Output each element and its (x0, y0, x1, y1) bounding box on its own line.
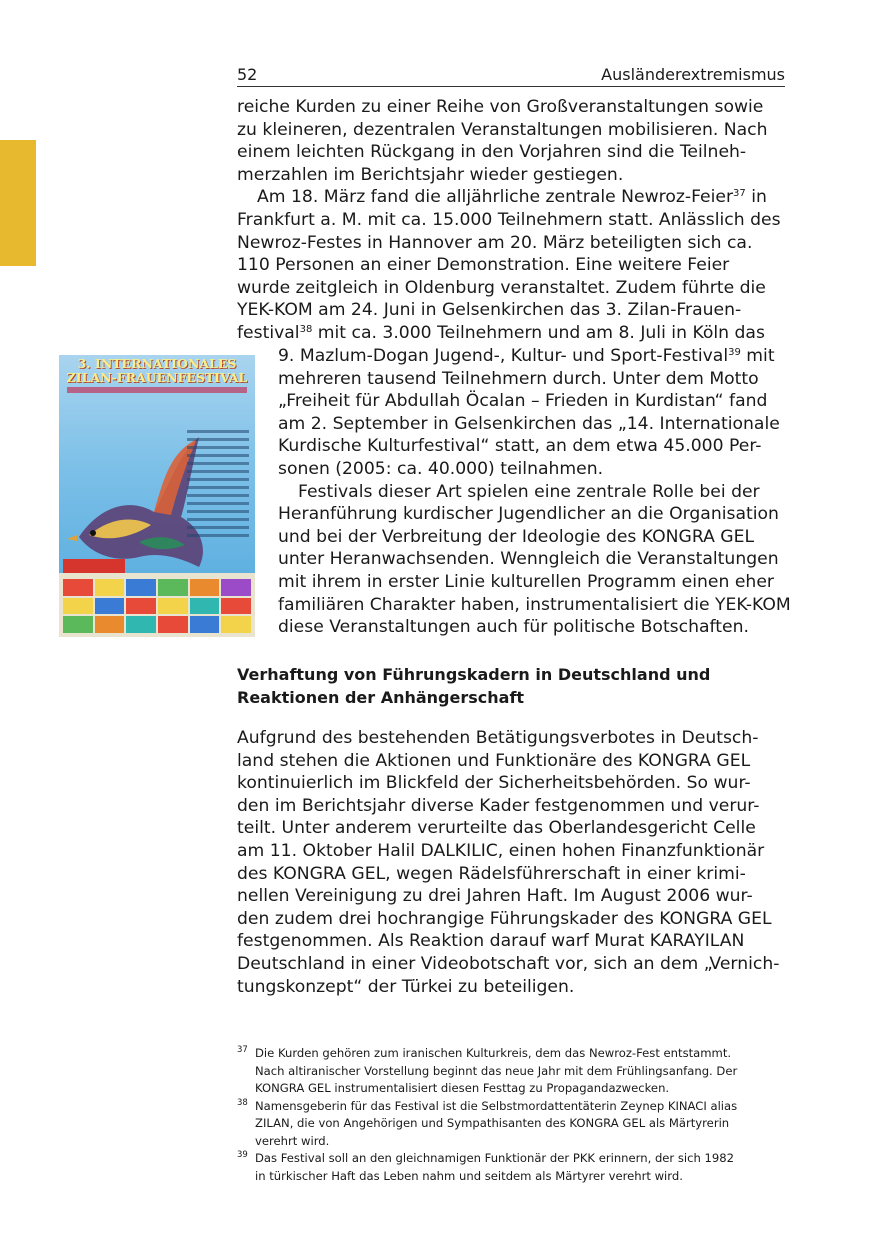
footnote-38 (237, 1098, 785, 1151)
section-title: Ausländerextremismus (601, 65, 785, 84)
text-line: Newroz-Festes in Hannover am 20. März beteiligten sich ca. (237, 232, 753, 253)
text-span: 9. Mazlum-Dogan Jugend-, Kultur- und Sport-Festival (278, 346, 729, 366)
text-line: familiären Charakter haben, instrumentalisiert die YEK-KOM (278, 594, 791, 615)
text-line: Deutschland in einer Videobotschaft vor, sich an dem „Vernich- (237, 953, 780, 974)
text-line: Frankfurt a. M. mit ca. 15.000 Teilnehmern statt. Anlässlich des (237, 209, 781, 230)
text-line: teilt. Unter anderem verurteilte das Oberlandesgericht Celle (237, 818, 756, 839)
festival-poster-image (59, 355, 255, 637)
text-line: diese Veranstaltungen auch für politische Botschaften. (278, 617, 749, 638)
text-line: YEK-KOM am 24. Juni in Gelsenkirchen das 3. Zilan-Frauen- (237, 300, 742, 321)
text-line (278, 345, 793, 368)
text-line: mehreren tausend Teilnehmern durch. Unter dem Motto (278, 368, 759, 389)
footnote-37 (237, 1045, 785, 1098)
footnote-line: verehrt wird. (255, 1133, 330, 1148)
poster-title-line: ZILAN-FRAUENFESTIVAL (66, 370, 248, 385)
heading-line: Verhaftung von Führungskadern in Deutschland und (237, 665, 711, 684)
footnote-39 (237, 1150, 785, 1185)
text-line: wurde zeitgleich in Oldenburg veranstaltet. Zudem führte die (237, 277, 766, 298)
section-heading (237, 664, 757, 709)
poster-sponsor-strip (59, 573, 255, 637)
text-line: zu kleineren, dezentralen Veranstaltungen mobilisieren. Nach (237, 119, 768, 140)
footnote-number: 38 (237, 1097, 248, 1108)
text-line: Kurdische Kulturfestival“ statt, an dem etwa 45.000 Per- (278, 436, 762, 457)
text-line: Aufgrund des bestehenden Betätigungsverbotes in Deutsch- (237, 728, 759, 748)
footnote-ref-39[interactable]: 39 (728, 347, 741, 358)
footnote-line: Namensgeberin für das Festival ist die Selbstmordattentäterin Zeynep KINACI alias (255, 1098, 738, 1113)
text-line: Festivals dieser Art spielen eine zentrale Rolle bei der (298, 481, 760, 502)
text-line: kontinuierlich im Blickfeld der Sicherheitsbehörden. So wur- (237, 773, 751, 794)
text-line: festgenommen. Als Reaktion darauf warf Murat KARAYILAN (237, 931, 745, 952)
text-line: den zudem drei hochrangige Führungskader des KONGRA GEL (237, 908, 772, 929)
text-line: am 2. September in Gelsenkirchen das „14. Internationale (278, 413, 780, 434)
text-line (237, 322, 797, 345)
footnote-ref-37[interactable]: 37 (733, 188, 746, 200)
footnote-line: ZILAN, die von Angehörigen und Sympathisanten des KONGRA GEL als Märtyrerin (255, 1116, 730, 1130)
text-line: nellen Vereinigung zu drei Jahren Haft. Im August 2006 wur- (237, 886, 753, 907)
text-line: land stehen die Aktionen und Funktionäre des KONGRA GEL (237, 750, 751, 771)
footnote-line: KONGRA GEL instrumentalisiert diesen Festtag zu Propagandazwecken. (255, 1081, 670, 1095)
footnote-line: Das Festival soll an den gleichnamigen Funktionär der PKK erinnern, der sich 1982 (255, 1151, 735, 1165)
paragraph-intro (237, 96, 797, 345)
poster-title (63, 357, 251, 385)
text-span: in (745, 187, 767, 208)
text-span: festival (237, 322, 300, 343)
footnote-line: in türkischer Haft das Leben nahm und seitdem als Märtyrer verehrt wird. (255, 1168, 683, 1183)
footnote-line: Die Kurden gehören zum iranischen Kulturkreis, dem das Newroz-Fest entstammt. (255, 1046, 732, 1060)
text-line: des KONGRA GEL, wegen Rädelsführerschaft in einer krimi- (237, 863, 746, 884)
text-line: „Freiheit für Abdullah Öcalan – Frieden in Kurdistan“ fand (278, 391, 768, 412)
text-span: Am 18. März fand die alljährliche zentrale Newroz-Feier (257, 187, 734, 208)
text-line: mit ihrem in erster Linie kulturellen Programm einen eher (278, 571, 774, 592)
text-line: den im Berichtsjahr diverse Kader festgenommen und verur- (237, 795, 760, 816)
section-tab-marker (0, 140, 36, 266)
page-header (237, 62, 785, 87)
text-line: einem leichten Rückgang in den Vorjahren sind die Teilneh- (237, 142, 747, 163)
footnotes (237, 1045, 785, 1185)
poster-title-line: 3. INTERNATIONALES (77, 356, 237, 371)
footnote-number: 39 (237, 1150, 248, 1160)
text-span: mit ca. 3.000 Teilnehmern und am 8. Juli in Köln das (312, 322, 765, 343)
text-line: reiche Kurden zu einer Reihe von Großveranstaltungen sowie (237, 97, 764, 117)
paragraph-arrests (237, 727, 797, 998)
text-line: 110 Personen an einer Demonstration. Eine weitere Feier (237, 255, 730, 276)
text-line: sonen (2005: ca. 40.000) teilnahmen. (278, 458, 604, 479)
text-line: Heranführung kurdischer Jugendlicher an die Organisation (278, 504, 779, 525)
text-line (237, 186, 797, 209)
poster-program-list (187, 425, 249, 542)
paragraph-festivals (278, 345, 793, 639)
footnote-ref-38[interactable]: 38 (299, 323, 313, 335)
text-line: tungskonzept“ der Türkei zu beteiligen. (237, 976, 575, 997)
poster-subtitle-band (67, 387, 247, 393)
footnote-number: 37 (237, 1045, 248, 1055)
footnote-line: Nach altiranischer Vorstellung beginnt das neue Jahr mit dem Frühlingsanfang. Der (255, 1063, 738, 1078)
text-line: am 11. Oktober Halil DALKILIC, einen hohen Finanzfunktionär (237, 840, 765, 861)
heading-line: Reaktionen der Anhängerschaft (237, 687, 525, 707)
text-line: merzahlen im Berichtsjahr wieder gestiegen. (237, 164, 624, 185)
text-line: und bei der Verbreitung der Ideologie des KONGRA GEL (278, 526, 755, 547)
text-line: unter Heranwachsenden. Wenngleich die Veranstaltungen (278, 549, 779, 570)
page-number: 52 (237, 65, 258, 84)
text-span: mit (740, 346, 775, 366)
